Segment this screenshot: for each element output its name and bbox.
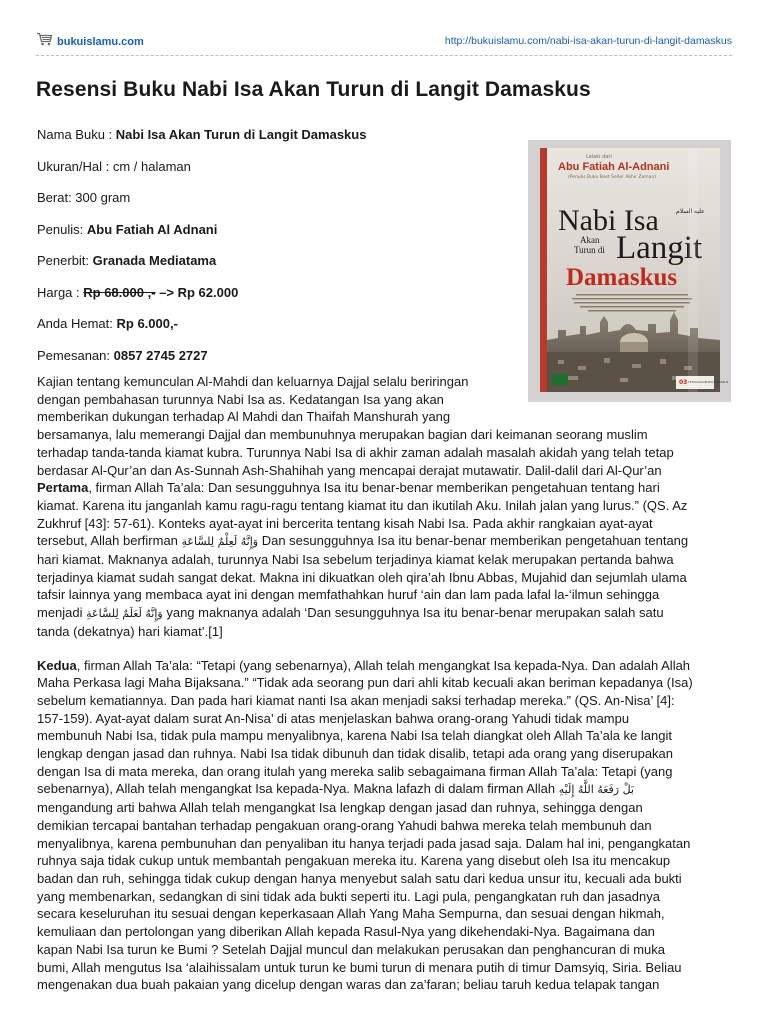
- text-line: 157-159). Ayat-ayat dalam surat An-Nisa’ di atas menjelaskan bahwa orang-orang Yahudi tidak mampu: [37, 710, 630, 726]
- text-line: bersamanya, lalu memerangi Dajjal dan membunuhnya merupakan bagian dari keimanan seorang muslim: [37, 427, 648, 443]
- text-line: terjadinya kiamat sudah sangat dekat. Makna ini dikuatkan oleh qira’ah Ibnu Abbas, Mujahid dan sejumlah ulama: [37, 569, 687, 585]
- text-line: mengandung arti bahwa Allah telah mengangkat Isa lengkap dengan jasad dan ruhnya, sehingga dengan: [37, 800, 643, 816]
- info-berat: [37, 190, 507, 206]
- info-nama-buku: [37, 127, 507, 143]
- info-pemesanan: [37, 348, 507, 364]
- text-line: kapan Nabi Isa turun ke Bumi ? Setelah Dajjal muncul dan melakukan perusakan dan penghancuran di muka: [37, 941, 665, 957]
- cover-title-3: Damaskus: [566, 264, 678, 291]
- text-segment: menjadi: [37, 605, 83, 621]
- cover-title-1: Nabi Isa: [558, 204, 659, 237]
- page-url-link[interactable]: http://bukuislamu.com/nabi-isa-akan-turun-di-langit-damaskus: [444, 35, 732, 47]
- old-price: Rp 68.000 ,-: [83, 284, 156, 300]
- article-body: [37, 373, 733, 994]
- cover-author-small: Lelaki dari: [586, 154, 612, 160]
- shopping-cart-icon: [36, 32, 53, 51]
- info-label: Harga :: [37, 284, 80, 300]
- text-line: demikian tercapai bantahan terhadap pengakuan orang-orang Yahudi bahwa mereka telah membunuh dan: [37, 817, 652, 833]
- info-text: Ukuran/Hal : cm / halaman: [37, 158, 191, 174]
- text-line: secara keseluruhan itu sesuai dengan keperkasaan Allah Yang Maha Sempurna, dan sesuai dengan hikmah,: [37, 906, 665, 922]
- info-ukuran: [37, 159, 507, 175]
- cover-title-small-2: Turun di: [574, 245, 605, 255]
- text-line: yang membenarkan, sedangkan di sini tidak ada bukti seperti itu. Lagi pula, pengangkatan ruh dan jasadnya: [37, 888, 660, 904]
- cover-author-sub: (Penulis Buku Best Seller Akhir Zaman): [568, 175, 656, 180]
- book-cover-image: [528, 140, 731, 402]
- text-line: tanda (dekatnya) hari kiamat’.[1]: [37, 623, 223, 639]
- cover-title-2: Langit: [616, 230, 703, 266]
- emphasis-kedua: Kedua: [37, 657, 77, 673]
- text-line: hari kiamat. Maknanya adalah, turunnya Nabi Isa sebelum terjadinya kiamat kelak merupakan pertanda bahwa: [37, 552, 674, 568]
- text-line: Zukhruf [43]: 57-61). Konteks ayat-ayat ini bercerita tentang kisah Nabi Isa. Pada akhir rangkaian ayat-ayat: [37, 515, 653, 531]
- text-line: sebelum kematiannya. Dan pada hari kiamat nanti Isa akan menjadi saksi terhadap mereka.” (QS. An-Nisa’ [4]:: [37, 692, 675, 708]
- text-line: kemuliaan dan pertolongan yang diberikan Allah kepada Rasul-Nya yang dikehendaki-Nya. Bagaimana dan: [37, 924, 655, 940]
- new-price: –> Rp 62.000: [159, 284, 239, 300]
- emphasis-pertama: Pertama: [37, 480, 89, 496]
- text-line: [37, 780, 733, 799]
- info-text: Berat: 300 gram: [37, 190, 131, 205]
- info-value: Rp 6.000,-: [116, 316, 178, 331]
- text-line: lengkap dengan jasad dan ruhnya. Nabi Isa tidak dibunuh dan tidak disalib, tetapi ada orang yang diserupakan: [37, 746, 674, 762]
- text-line: [37, 657, 733, 675]
- info-harga: [37, 285, 507, 301]
- header-divider: [36, 55, 732, 56]
- phone-number: 0857 2745 2727: [113, 347, 208, 363]
- text-line: mengenakan dua buah pakaian yang dicelup dengan waras dan za’faran; beliau taruh kedua telapak tangan: [37, 977, 660, 993]
- info-label: Anda Hemat:: [37, 316, 113, 331]
- cover-volume: 03: [679, 379, 688, 386]
- site-name-link[interactable]: bukuislamu.com: [57, 35, 144, 48]
- info-value: Abu Fatiah Al Adnani: [86, 221, 218, 237]
- text-segment: yang maknanya adalah ‘Dan sesungguhnya Isa itu benar-benar merupakan salah satu: [166, 605, 664, 621]
- text-segment: Dan sesungguhnya Isa itu benar-benar memberikan pengetahuan tentang: [261, 533, 689, 549]
- text-line: [37, 479, 733, 497]
- cover-title-small-1: Akan: [580, 235, 600, 245]
- info-label: Pemesanan:: [37, 347, 110, 363]
- book-info: [37, 127, 507, 379]
- text-line: memberikan dukungan terhadap Al Mahdi dan Thaifah Manshurah yang: [37, 409, 451, 425]
- info-label: Penulis:: [37, 221, 84, 237]
- page-title: Resensi Buku Nabi Isa Akan Turun di Langit Damaskus: [36, 78, 591, 101]
- text-line: [37, 604, 733, 623]
- text-segment: , firman Allah Ta’ala: Dan sesungguhnya Isa itu benar-benar memberikan pengetahuan tentang hari: [88, 480, 660, 496]
- info-label: Penerbit:: [37, 253, 90, 268]
- text-segment: tersebut, Allah berfirman: [37, 533, 178, 549]
- text-line: [37, 532, 733, 551]
- top-bar: [36, 32, 732, 52]
- text-line: kiamat. Karena itu janganlah kamu ragu-ragu tentang kiamat itu dan ikutilah Aku. Inilah jalan yang lurus.” (QS. Az: [37, 497, 688, 513]
- text-line: dengan Isa di mata mereka, dan orang itulah yang mereka salib sebagaimana firman Allah Ta’ala: Tetapi (yang: [37, 763, 673, 779]
- text-line: menyalibnya, karena pembunuhan dan penyaliban itu hanya terjadi pada jasad saja. Dalam hal ini, pengangkatan: [37, 835, 691, 851]
- text-line: membunuh Nabi Isa, tidak pula mampu menyalibnya, karena Nabi Isa telah diangkat oleh Allah Ta’ala ke langit: [37, 728, 672, 744]
- arabic-verse: وَإِنَّهُ لَعِلْمٌ لِلسَّاعَةِ: [181, 535, 259, 549]
- text-line: ruhnya saja tidak cukup untuk membantah pengakuan mereka itu. Karena yang disebut oleh Isa itu mencakup: [37, 853, 671, 869]
- text-segment: sebenarnya), Allah telah mengangkat Isa kepada-Nya. Makna lafazh di dalam firman Allah: [37, 781, 556, 797]
- paragraph-2: [37, 657, 733, 994]
- info-penulis: [37, 222, 507, 238]
- text-line: Kajian tentang kemunculan Al-Mahdi dan keluarnya Dajjal selalu beriringan: [37, 374, 469, 389]
- info-penerbit: [37, 253, 507, 269]
- info-value: Granada Mediatama: [92, 253, 217, 268]
- info-hemat: [37, 316, 507, 332]
- text-line: berdasar Al-Qur’an dan As-Sunnah Ash-Shahihah yang mencapai derajat mutawatir. Dalil-dalil dari Al-Qur’an: [37, 462, 662, 478]
- text-line: terhadap tanda-tanda kiamat kubra. Turunnya Nabi Isa di akhir zaman adalah masalah akidah yang telah tetap: [37, 444, 674, 460]
- cover-series: TETRALOGI BUMI DAMASKUS: [688, 380, 729, 384]
- text-line: badan dan ruh, sehingga tidak cukup dengan hanya menyebut salah satu dari kedua unsur itu, kecuali ada bukti: [37, 870, 682, 886]
- info-label: Nama Buku :: [37, 127, 113, 142]
- text-segment: , firman Allah Ta’ala: “Tetapi (yang sebenarnya), Allah telah mengangkat Isa kepada-Nya. Dan adalah Allah: [76, 657, 691, 673]
- book-cover-art: [528, 140, 731, 402]
- text-line: dengan pembahasan turunnya Nabi Isa as. Kedatangan Isa yang akan: [37, 391, 444, 407]
- text-line: Maha Perkasa lagi Maha Bijaksana.” “Tidak ada seorang pun dari ahli kitab kecuali akan beriman kepadanya (Isa): [37, 675, 693, 691]
- arabic-verse: وَإِنَّهُ لَعَلَمٌ لِلسَّاعَةِ: [86, 607, 163, 621]
- arabic-verse: بَلْ رَفَعَهُ اللَّهُ إِلَيْهِ: [558, 783, 634, 797]
- site-link[interactable]: [36, 32, 144, 51]
- paragraph-1: [37, 373, 733, 641]
- text-line: tafsir lainnya yang membaca ayat ini dengan memfathahkan huruf ‘ain dan lam pada lafal la-‘ilmun sehingga: [37, 587, 660, 603]
- info-value: Nabi Isa Akan Turun di Langit Damaskus: [115, 127, 367, 142]
- cover-title-arabic: عليه السلام: [676, 208, 705, 215]
- text-line: bumi, Allah mengutus Isa ‘alaihissalam untuk turun ke bumi turun di menara putih di timur Damsyiq, Siria. Beliau: [37, 959, 682, 975]
- cover-author: Abu Fatiah Al-Adnani: [558, 161, 670, 173]
